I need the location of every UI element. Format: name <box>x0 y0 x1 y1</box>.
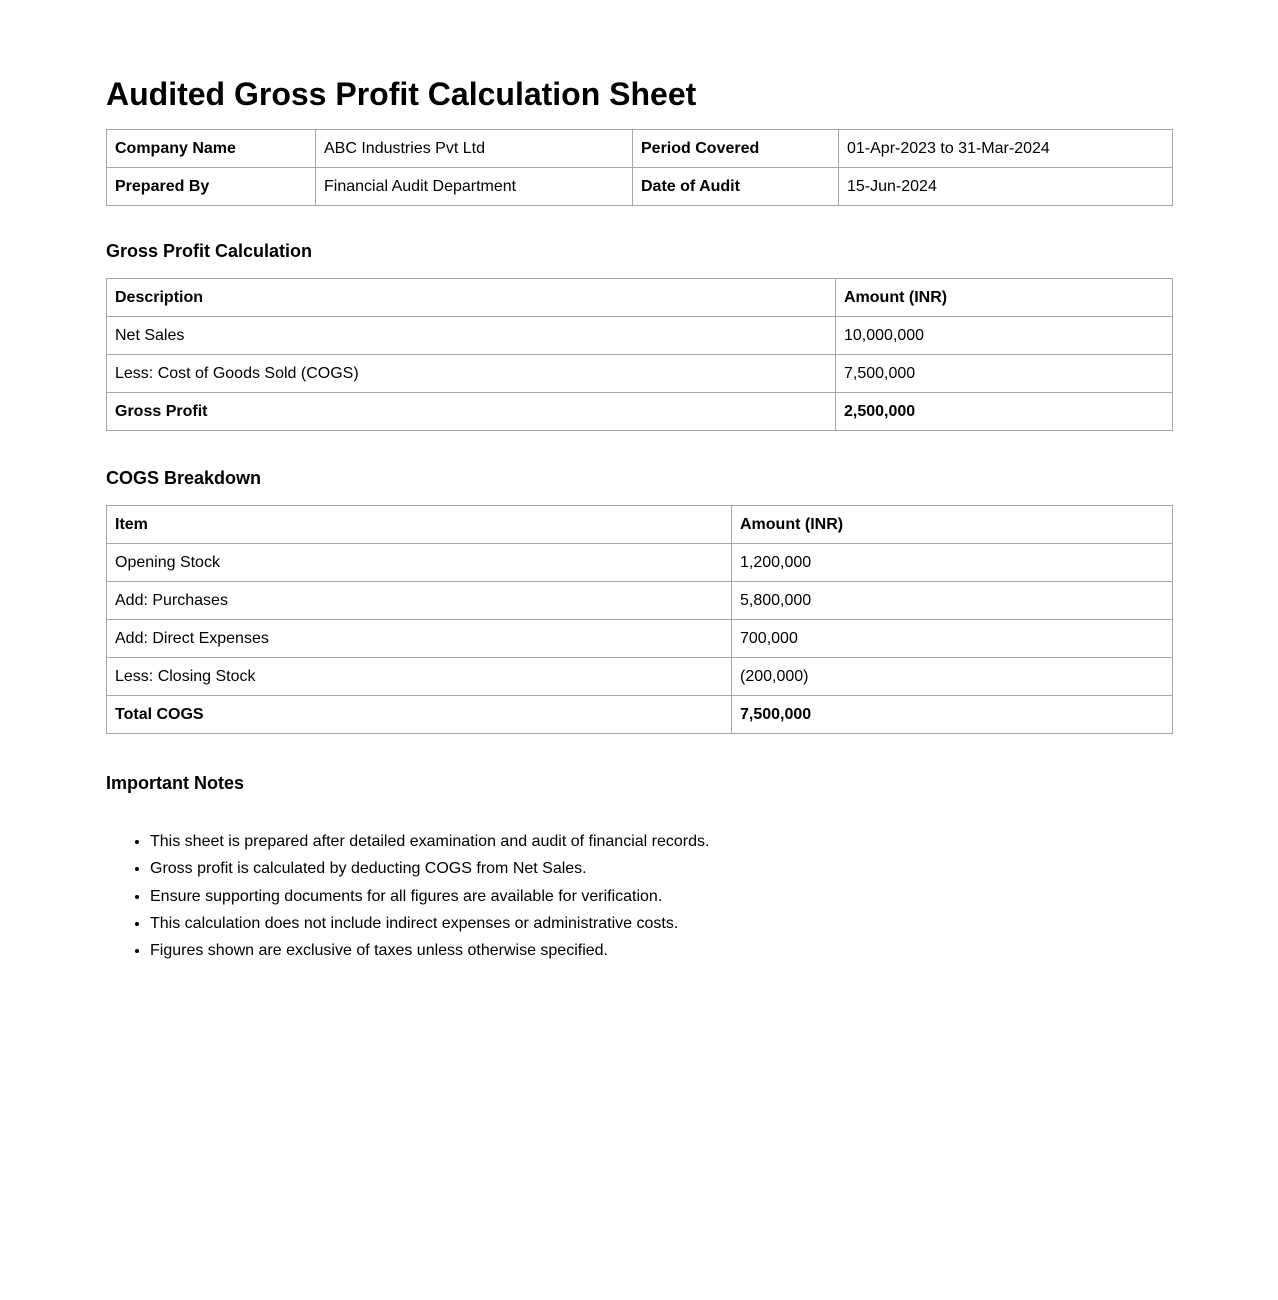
row-amount: (200,000) <box>732 658 1173 696</box>
company-name-label: Company Name <box>107 130 316 168</box>
column-header-description: Description <box>107 279 836 317</box>
row-description: Net Sales <box>107 317 836 355</box>
cogs-heading: COGS Breakdown <box>106 468 262 488</box>
list-item: • Figures shown are exclusive of taxes unless otherwise specified. <box>150 941 709 961</box>
row-amount: 5,800,000 <box>732 582 1173 620</box>
total-row <box>107 696 1173 734</box>
list-item: • This sheet is prepared after detailed examination and audit of financial records. <box>150 832 709 852</box>
prepared-by-label: Prepared By <box>107 168 316 206</box>
notes-list <box>106 832 709 968</box>
row-amount: 1,200,000 <box>732 544 1173 582</box>
prepared-by-value: Financial Audit Department <box>316 168 633 206</box>
row-item: Opening Stock <box>107 544 732 582</box>
table-row <box>107 544 1173 582</box>
table-row <box>107 355 1173 393</box>
notes-heading: Important Notes <box>106 773 245 793</box>
table-row <box>107 582 1173 620</box>
table-row <box>107 317 1173 355</box>
table-header-row <box>107 279 1173 317</box>
row-item: Less: Closing Stock <box>107 658 732 696</box>
row-item: Add: Direct Expenses <box>107 620 732 658</box>
row-item: Add: Purchases <box>107 582 732 620</box>
list-item: • This calculation does not include indirect expenses or administrative costs. <box>150 914 709 934</box>
page-title: Audited Gross Profit Calculation Sheet <box>106 76 697 112</box>
total-cogs-label: Total COGS <box>107 696 732 734</box>
total-cogs-amount: 7,500,000 <box>732 696 1173 734</box>
audit-date-value: 15-Jun-2024 <box>839 168 1173 206</box>
row-amount: 10,000,000 <box>836 317 1173 355</box>
period-value: 01-Apr-2023 to 31-Mar-2024 <box>839 130 1173 168</box>
gross-profit-amount: 2,500,000 <box>836 393 1173 431</box>
row-amount: 7,500,000 <box>836 355 1173 393</box>
column-header-amount: Amount (INR) <box>836 279 1173 317</box>
total-row <box>107 393 1173 431</box>
period-label: Period Covered <box>633 130 839 168</box>
table-row <box>107 658 1173 696</box>
list-item: • Ensure supporting documents for all figures are available for verification. <box>150 887 709 907</box>
table-row <box>107 620 1173 658</box>
info-table <box>106 129 1173 206</box>
gross-profit-label: Gross Profit <box>107 393 836 431</box>
info-row <box>107 168 1173 206</box>
info-row <box>107 130 1173 168</box>
column-header-item: Item <box>107 506 732 544</box>
list-item: • Gross profit is calculated by deducting COGS from Net Sales. <box>150 859 709 879</box>
gross-profit-heading: Gross Profit Calculation <box>106 241 313 261</box>
audit-date-label: Date of Audit <box>633 168 839 206</box>
row-amount: 700,000 <box>732 620 1173 658</box>
gross-profit-table <box>106 278 1173 431</box>
row-description: Less: Cost of Goods Sold (COGS) <box>107 355 836 393</box>
company-name-value: ABC Industries Pvt Ltd <box>316 130 633 168</box>
cogs-table <box>106 505 1173 734</box>
table-header-row <box>107 506 1173 544</box>
column-header-amount: Amount (INR) <box>732 506 1173 544</box>
